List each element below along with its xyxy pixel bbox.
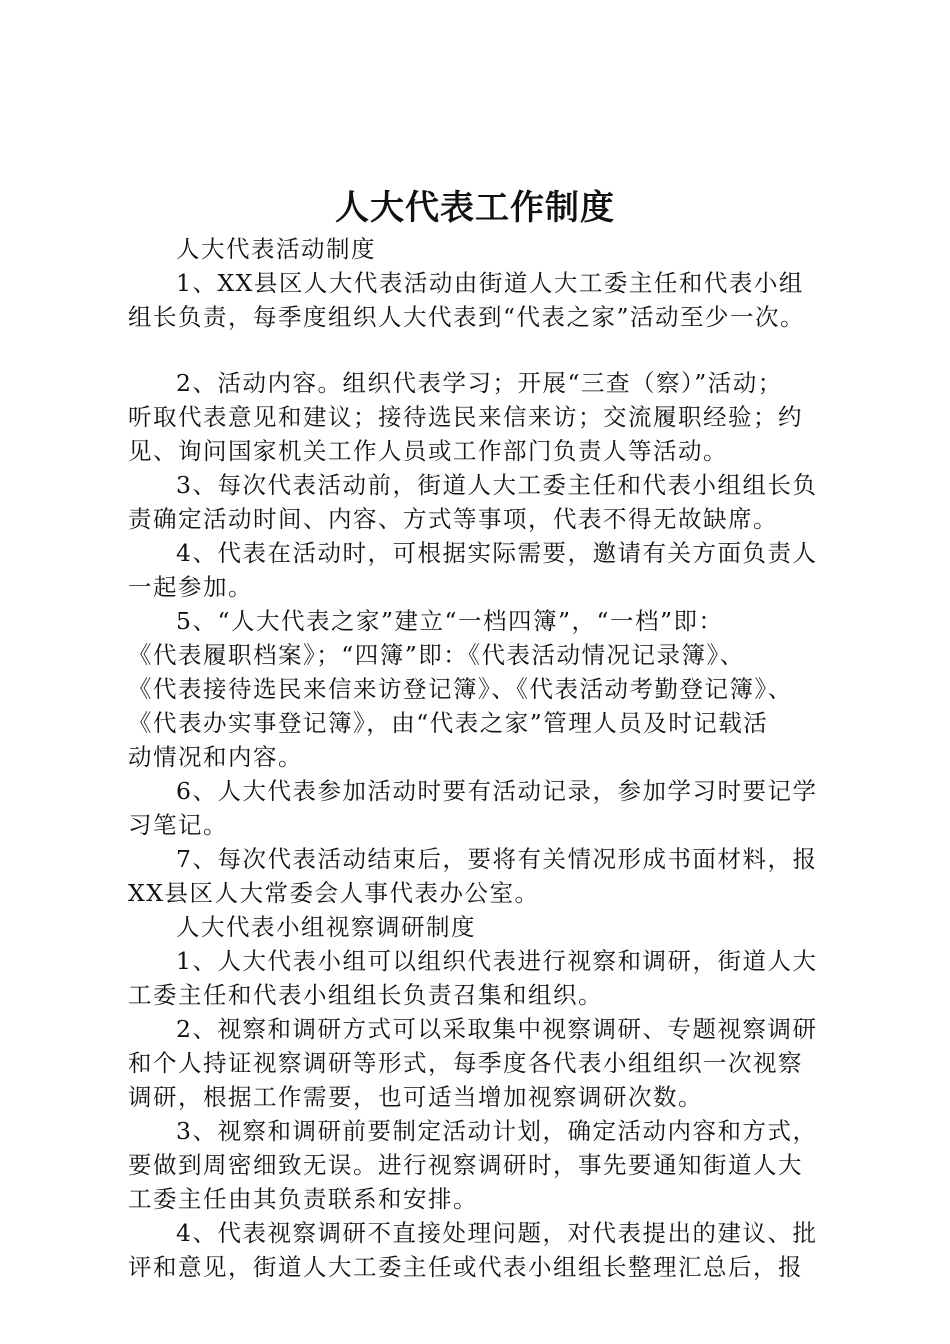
text-line: 1、人大代表小组可以组织代表进行视察和调研，街道人大	[176, 947, 818, 975]
text-line: 《代表接待选民来信来访登记簿》、《代表活动考勤登记簿》、	[128, 675, 793, 703]
text-line: 4、代表在活动时，可根据实际需要，邀请有关方面负责人	[176, 539, 818, 567]
text-line: 4、代表视察调研不直接处理问题，对代表提出的建议、批	[176, 1219, 818, 1247]
text-line: 评和意见，街道人大工委主任或代表小组组长整理汇总后，报	[128, 1253, 803, 1281]
text-line: 人大代表活动制度	[176, 235, 376, 263]
text-line: 动情况和内容。	[128, 743, 303, 771]
text-line: 一起参加。	[128, 573, 253, 601]
document-body	[128, 232, 828, 1284]
text-line: 听取代表意见和建议；接待选民来信来访；交流履职经验；约	[128, 403, 803, 431]
document-title: 人大代表工作制度	[335, 188, 615, 228]
text-line: 《代表履职档案》；“四簿”即：《代表活动情况记录簿》、	[128, 641, 745, 669]
text-line: 3、视察和调研前要制定活动计划，确定活动内容和方式，	[176, 1117, 818, 1145]
text-line: 和个人持证视察调研等形式，每季度各代表小组组织一次视察	[128, 1049, 803, 1077]
text-line: 7、每次代表活动结束后，要将有关情况形成书面材料，报	[176, 845, 818, 873]
text-line: 《代表办实事登记簿》，由“代表之家”管理人员及时记载活	[128, 709, 769, 737]
text-line: 6、人大代表参加活动时要有活动记录，参加学习时要记学	[176, 777, 818, 805]
text-line: 2、活动内容。组织代表学习；开展“三查（察）”活动；	[176, 369, 783, 397]
text-line: 人大代表小组视察调研制度	[176, 913, 476, 941]
text-line: XX县区人大常委会人事代表办公室。	[128, 879, 540, 907]
text-line: 5、“人大代表之家”建立“一档四簿”，“一档”即：	[176, 607, 724, 635]
text-line: 组长负责，每季度组织人大代表到“代表之家”活动至少一次。	[128, 303, 806, 331]
text-line: 要做到周密细致无误。进行视察调研时，事先要通知街道人大	[128, 1151, 803, 1179]
text-line: 调研，根据工作需要，也可适当增加视察调研次数。	[128, 1083, 703, 1111]
paragraph-gap	[128, 334, 828, 366]
text-line: 责确定活动时间、内容、方式等事项，代表不得无故缺席。	[128, 505, 778, 533]
text-line: 见、询问国家机关工作人员或工作部门负责人等活动。	[128, 437, 728, 465]
text-line: 2、视察和调研方式可以采取集中视察调研、专题视察调研	[176, 1015, 818, 1043]
text-line: 1、XX县区人大代表活动由街道人大工委主任和代表小组	[176, 269, 804, 297]
text-line: 工委主任和代表小组组长负责召集和组织。	[128, 981, 603, 1009]
text-line: 习笔记。	[128, 811, 228, 839]
text-line: 工委主任由其负责联系和安排。	[128, 1185, 478, 1213]
text-line: 3、每次代表活动前，街道人大工委主任和代表小组组长负	[176, 471, 818, 499]
